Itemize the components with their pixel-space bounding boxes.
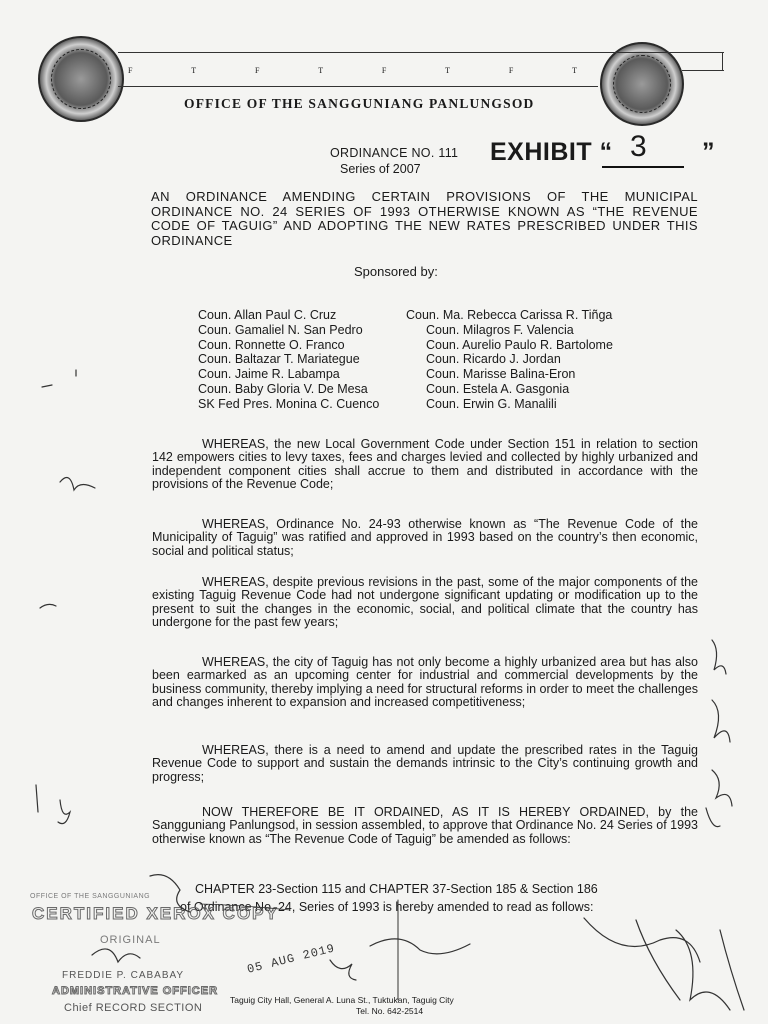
sponsor-name: Coun. Jaime R. Labampa [198,367,340,382]
letterhead-right-tick [682,70,724,71]
pattern-letter: T [318,66,325,75]
whereas-paragraph-4: WHEREAS, the city of Taguig has not only become a highly urbanized area but has also been earmarked as an upcoming center for industrial and commercial developments by the business community, thereby implying a need for structural reforms in order to meet the challenges and changes inherent to expansion and increased competitiveness; [152,655,698,710]
stamp-office: OFFICE OF THE SANGGUNIANG [30,893,151,900]
sponsors-left-column [198,308,379,412]
pattern-letter: T [445,66,452,75]
footer-telephone: Tel. No. 642-2514 [356,1006,424,1016]
sponsor-name: SK Fed Pres. Monina C. Cuenco [198,396,380,411]
stamp-date: 05 AUG 2019 [245,941,337,977]
footer-address: Taguig City Hall, General A. Luna St., Tuktukan, Taguig City [230,995,454,1005]
sponsor-name: Coun. Allan Paul C. Cruz [198,308,337,322]
whereas-paragraph-3: WHEREAS, despite previous revisions in the past, some of the major components of the existing Taguig Revenue Code had not undergone significant updating or modification up to the present to suit the changes in the economic, social, and political climate that the country has undergone for the past few years; [152,575,698,630]
pattern-letter: F [254,66,261,75]
pattern-letter: F [128,66,134,75]
letterhead-bottom-rule [118,86,598,87]
sponsor-name: Coun. Erwin G. Manalili [426,396,557,411]
exhibit-underline [602,166,684,168]
office-title: OFFICE OF THE SANGGUNIANG PANLUNGSOD [184,96,535,111]
stamp-certified: CERTIFIED XEROX COPY [32,904,279,923]
letterhead-top-rule [118,52,724,53]
pattern-letter: T [191,66,198,75]
pattern-letter: F [381,66,388,75]
sponsor-name: Coun. Ronnette O. Franco [198,337,345,352]
sponsor-name: Coun. Gamaliel N. San Pedro [198,322,363,337]
ordaining-paragraph: NOW THEREFORE BE IT ORDAINED, AS IT IS HEREBY ORDAINED, by the Sangguniang Panlungsod, in session assembled, to approve that Ordinance No. 24 Series of 1993 otherwise known as “The Revenue Code of Taguig” be amended as follows: [152,805,698,846]
pattern-letter: T [572,66,578,75]
sponsor-name: Coun. Marisse Balina-Eron [426,367,576,382]
whereas-paragraph-1: WHEREAS, the new Local Government Code under Section 151 in relation to section 142 empowers cities to levy taxes, fees and charges levied and collected by highly urbanized and independent component cities shall accrue to them and distributed in accordance with the provisions of the Revenue Code; [152,437,698,492]
sponsor-name: Coun. Ma. Rebecca Carissa R. Tiñga [406,308,613,322]
seal-inner-ring [613,55,671,113]
ordinance-number: ORDINANCE NO. 111 [330,146,459,160]
sponsor-name: Coun. Baltazar T. Mariategue [198,352,360,367]
sponsor-name: Coun. Baby Gloria V. De Mesa [198,381,368,396]
seal-inner-ring [51,49,111,109]
chapter-line-2: of Ordinance No. 24, Series of 1993 is hereby amended to read as follows: [180,900,594,914]
ordinance-series: Series of 2007 [340,162,421,176]
stamp-position: ADMINISTRATIVE OFFICER [52,985,219,997]
city-seal-left [38,36,124,122]
ordinance-title: AN ORDINANCE AMENDING CERTAIN PROVISIONS OF THE MUNICIPAL ORDINANCE NO. 24 SERIES OF 1993 OTHERWISE KNOWN AS “THE REVENUE CODE OF TAGUIG” AND ADOPTING THE NEW RATES PRESCRIBED UNDER THIS ORDINANCE [151,189,698,248]
whereas-paragraph-2: WHEREAS, Ordinance No. 24-93 otherwise known as “The Revenue Code of the Municipality of Taguig” was ratified and approved in 1993 based on the country’s then economic, social and political status; [152,517,698,558]
sponsor-name: Coun. Aurelio Paulo R. Bartolome [426,337,613,352]
letterhead-right-border [722,52,723,70]
pattern-letter: F [508,66,515,75]
letterhead-pattern [128,66,578,75]
sponsored-by-label: Sponsored by: [354,264,438,279]
chapter-line-1: CHAPTER 23-Section 115 and CHAPTER 37-Section 185 & Section 186 [195,882,598,896]
stamp-section: Chief RECORD SECTION [64,1002,203,1014]
exhibit-number: 3 [630,130,647,163]
stamp-original: ORIGINAL [100,934,161,946]
exhibit-close-quote: ” [702,138,715,166]
sponsor-name: Coun. Estela A. Gasgonia [426,381,570,396]
council-seal-right [600,42,684,126]
exhibit-label: EXHIBIT “ [490,138,613,166]
whereas-paragraph-5: WHEREAS, there is a need to amend and update the prescribed rates in the Taguig Revenue Code to support and sustain the demands intrinsic to the City’s continuing growth and progress; [152,743,698,784]
sponsors-right-column [406,308,613,412]
stamp-name: FREDDIE P. CABABAY [62,970,185,981]
sponsor-name: Coun. Ricardo J. Jordan [426,352,561,367]
sponsor-name: Coun. Milagros F. Valencia [426,322,574,337]
